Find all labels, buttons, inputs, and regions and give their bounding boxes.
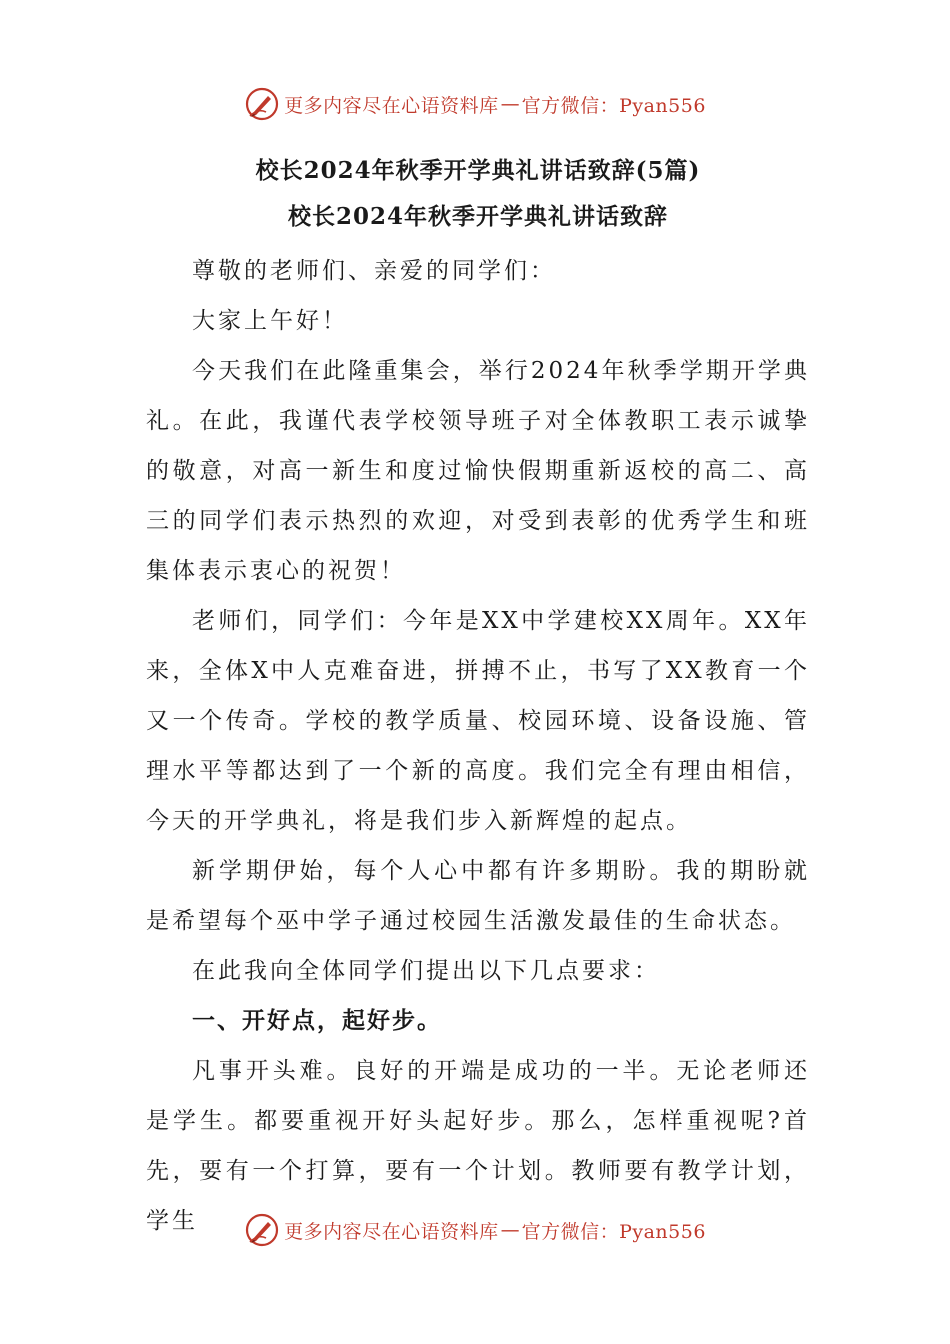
pen-logo-icon: [244, 86, 280, 122]
paragraph-requirements: 在此我向全体同学们提出以下几点要求：: [192, 958, 660, 984]
banner-contact: 官方微信：Pyan556: [521, 1220, 706, 1243]
banner-separator: —: [500, 1219, 520, 1241]
banner-separator: —: [500, 93, 520, 115]
footer-banner: [0, 1210, 950, 1250]
document-title: 校长2024年秋季开学典礼讲话致辞(5篇): [255, 157, 701, 184]
document-subtitle: 校长2024年秋季开学典礼讲话致辞: [287, 203, 668, 230]
paragraph-history: 老师们，同学们：今年是XX中学建校XX周年。XX年来，全体X中人克难奋进，拼搏不止，书写了XX教育一个又一个传奇。学校的教学质量、校园环境、设备设施、管理水平等都达到了一个新的高度。我们完全有理由相信，今天的开学典礼，将是我们步入新辉煌的起点。: [146, 608, 810, 834]
pen-logo-icon: [244, 1212, 280, 1248]
paragraph-start: 凡事开头难。良好的开端是成功的一半。无论老师还是学生。都要重视开好头起好步。那么，怎样重视呢?首先，要有一个打算，要有一个计划。教师要有教学计划，学生: [146, 1058, 810, 1234]
document-body: [146, 148, 810, 1246]
section-heading-1: 一、开好点，起好步。: [192, 1007, 442, 1034]
banner-contact: 官方微信：Pyan556: [521, 94, 706, 117]
paragraph-salutation: 大家上午好！: [192, 308, 348, 334]
banner-text: 更多内容尽在心语资料库: [284, 94, 499, 117]
paragraph-hope: 新学期伊始，每个人心中都有许多期盼。我的期盼就是希望每个巫中学子通过校园生活激发最佳的生命状态。: [146, 858, 810, 934]
header-banner: [0, 84, 950, 124]
banner-text: 更多内容尽在心语资料库: [284, 1220, 499, 1243]
paragraph-greeting: 尊敬的老师们、亲爱的同学们：: [192, 258, 556, 284]
paragraph-intro: 今天我们在此隆重集会，举行2024年秋季学期开学典礼。在此，我谨代表学校领导班子对全体教职工表示诚挚的敬意，对高一新生和度过愉快假期重新返校的高二、高三的同学们表示热烈的欢迎，对受到表彰的优秀学生和班集体表示衷心的祝贺！: [146, 358, 810, 584]
